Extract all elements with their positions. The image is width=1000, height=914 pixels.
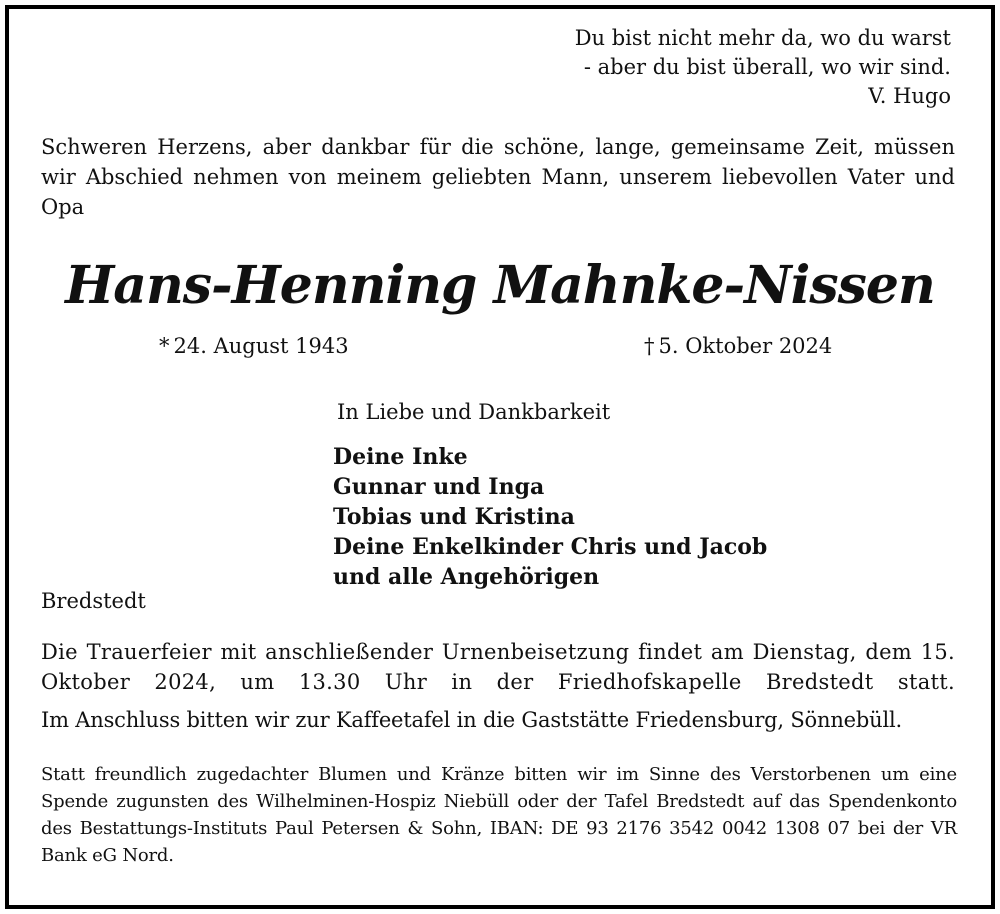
funeral-text: Die Trauerfeier mit anschließender Urnenbeisetzung findet am Dienstag, dem 15. Oktober 2024, um 13.30 Uhr in der Friedhofskapelle Bredstedt statt.: [41, 640, 955, 694]
mourners-intro: In Liebe und Dankbarkeit: [337, 400, 611, 424]
mourner-name: Deine Enkelkinder Chris und Jacob: [333, 534, 768, 560]
quote-line-1: Du bist nicht mehr da, wo du warst: [574, 26, 951, 50]
quote-block: [575, 24, 951, 111]
mourner-name: und alle Angehörigen: [333, 564, 600, 590]
quote-line-2: - aber du bist überall, wo wir sind.: [583, 55, 951, 79]
death-symbol: †: [644, 334, 655, 358]
birth-date: [159, 334, 349, 358]
death-date-text: 5. Oktober 2024: [658, 334, 833, 358]
quote-author: V. Hugo: [868, 84, 951, 108]
mourners-list: [333, 442, 767, 592]
mourner-name: Tobias und Kristina: [333, 504, 575, 530]
city: Bredstedt: [41, 589, 146, 613]
birth-symbol: *: [159, 334, 170, 358]
death-date: [644, 334, 832, 358]
birth-date-text: 24. August 1943: [173, 334, 349, 358]
donation-text: Statt freundlich zugedachter Blumen und Kränze bitten wir im Sinne des Verstorbenen um eine Spende zugunsten des Wilhelminen-Hospiz Niebüll oder der Tafel Bredstedt auf das Spendenkonto des Bestattungs-Instituts Paul Petersen & Sohn, IBAN: DE 93 2176 3542 0042 1308 07 bei der VR Bank eG Nord.: [41, 764, 957, 866]
mourner-name: Gunnar und Inga: [333, 474, 545, 500]
obituary-notice: [5, 5, 995, 909]
deceased-name: Hans-Henning Mahnke-Nissen: [65, 255, 935, 316]
reception-text: Im Anschluss bitten wir zur Kaffeetafel in die Gaststätte Friedensburg, Sönnebüll.: [41, 708, 902, 732]
mourner-name: Deine Inke: [333, 444, 468, 470]
intro-text: Schweren Herzens, aber dankbar für die schöne, lange, gemeinsame Zeit, müssen wir Abschied nehmen von meinem geliebten Mann, unserem liebevollen Vater und Opa: [41, 135, 955, 219]
